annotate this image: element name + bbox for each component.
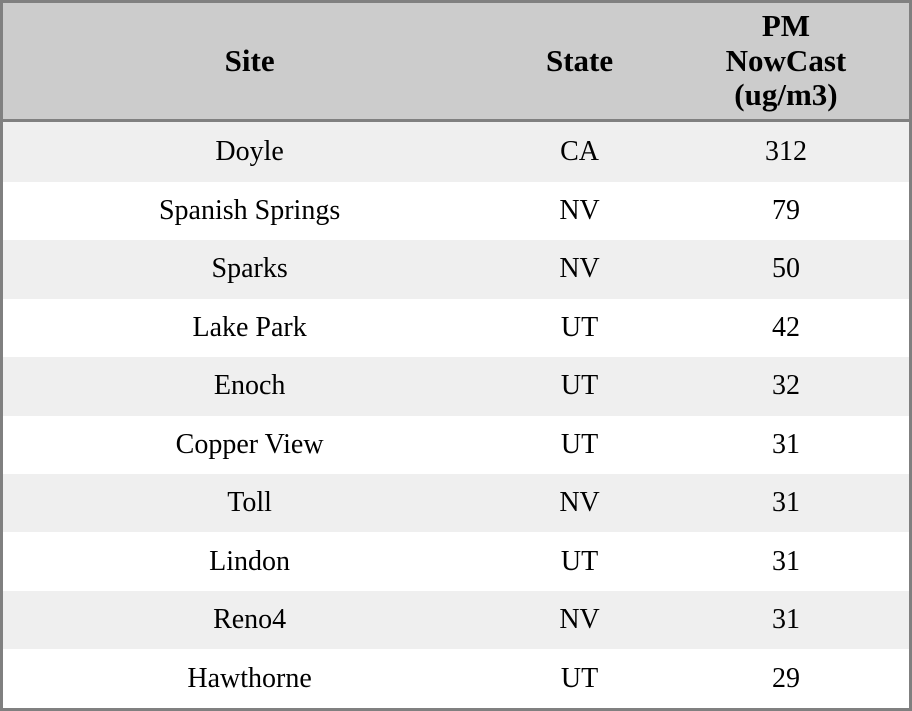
cell-value: 312 [663, 121, 909, 182]
table-body [3, 121, 909, 708]
cell-site: Hawthorne [3, 649, 496, 708]
column-header-site-label: Site [224, 42, 275, 78]
cell-site: Spanish Springs [3, 182, 496, 240]
table-header [3, 3, 909, 121]
table-row [3, 121, 909, 182]
cell-state: NV [496, 182, 663, 240]
cell-state: NV [496, 240, 663, 298]
cell-site: Enoch [3, 357, 496, 415]
cell-site: Reno4 [3, 591, 496, 649]
cell-value: 42 [663, 299, 909, 357]
cell-state: UT [496, 532, 663, 590]
cell-value: 79 [663, 182, 909, 240]
table-row [3, 474, 909, 532]
column-header-pm-nowcast [663, 3, 909, 121]
table-row [3, 240, 909, 298]
column-header-pm-nowcast-line1: PM [761, 8, 811, 43]
column-header-state-label: State [545, 42, 614, 78]
cell-site: Lindon [3, 532, 496, 590]
cell-site: Copper View [3, 416, 496, 474]
table-header-row [3, 3, 909, 121]
cell-value: 50 [663, 240, 909, 298]
table-row [3, 591, 909, 649]
cell-state: UT [496, 357, 663, 415]
table-row [3, 532, 909, 590]
column-header-pm-nowcast-line2: NowCast [725, 42, 847, 78]
cell-state: NV [496, 474, 663, 532]
cell-site: Doyle [3, 121, 496, 182]
table-row [3, 416, 909, 474]
air-quality-table [3, 3, 909, 708]
cell-site: Lake Park [3, 299, 496, 357]
cell-state: NV [496, 591, 663, 649]
cell-value: 31 [663, 416, 909, 474]
cell-value: 29 [663, 649, 909, 708]
cell-value: 31 [663, 532, 909, 590]
cell-value: 31 [663, 591, 909, 649]
column-header-state [496, 3, 663, 121]
table-row [3, 299, 909, 357]
cell-state: UT [496, 299, 663, 357]
table-row [3, 357, 909, 415]
column-header-pm-nowcast-line3: (ug/m3) [734, 77, 838, 113]
table-row [3, 649, 909, 708]
cell-state: CA [496, 121, 663, 182]
cell-state: UT [496, 649, 663, 708]
cell-value: 32 [663, 357, 909, 415]
cell-state: UT [496, 416, 663, 474]
cell-value: 31 [663, 474, 909, 532]
column-header-site [3, 3, 496, 121]
cell-site: Sparks [3, 240, 496, 298]
cell-site: Toll [3, 474, 496, 532]
table-row [3, 182, 909, 240]
